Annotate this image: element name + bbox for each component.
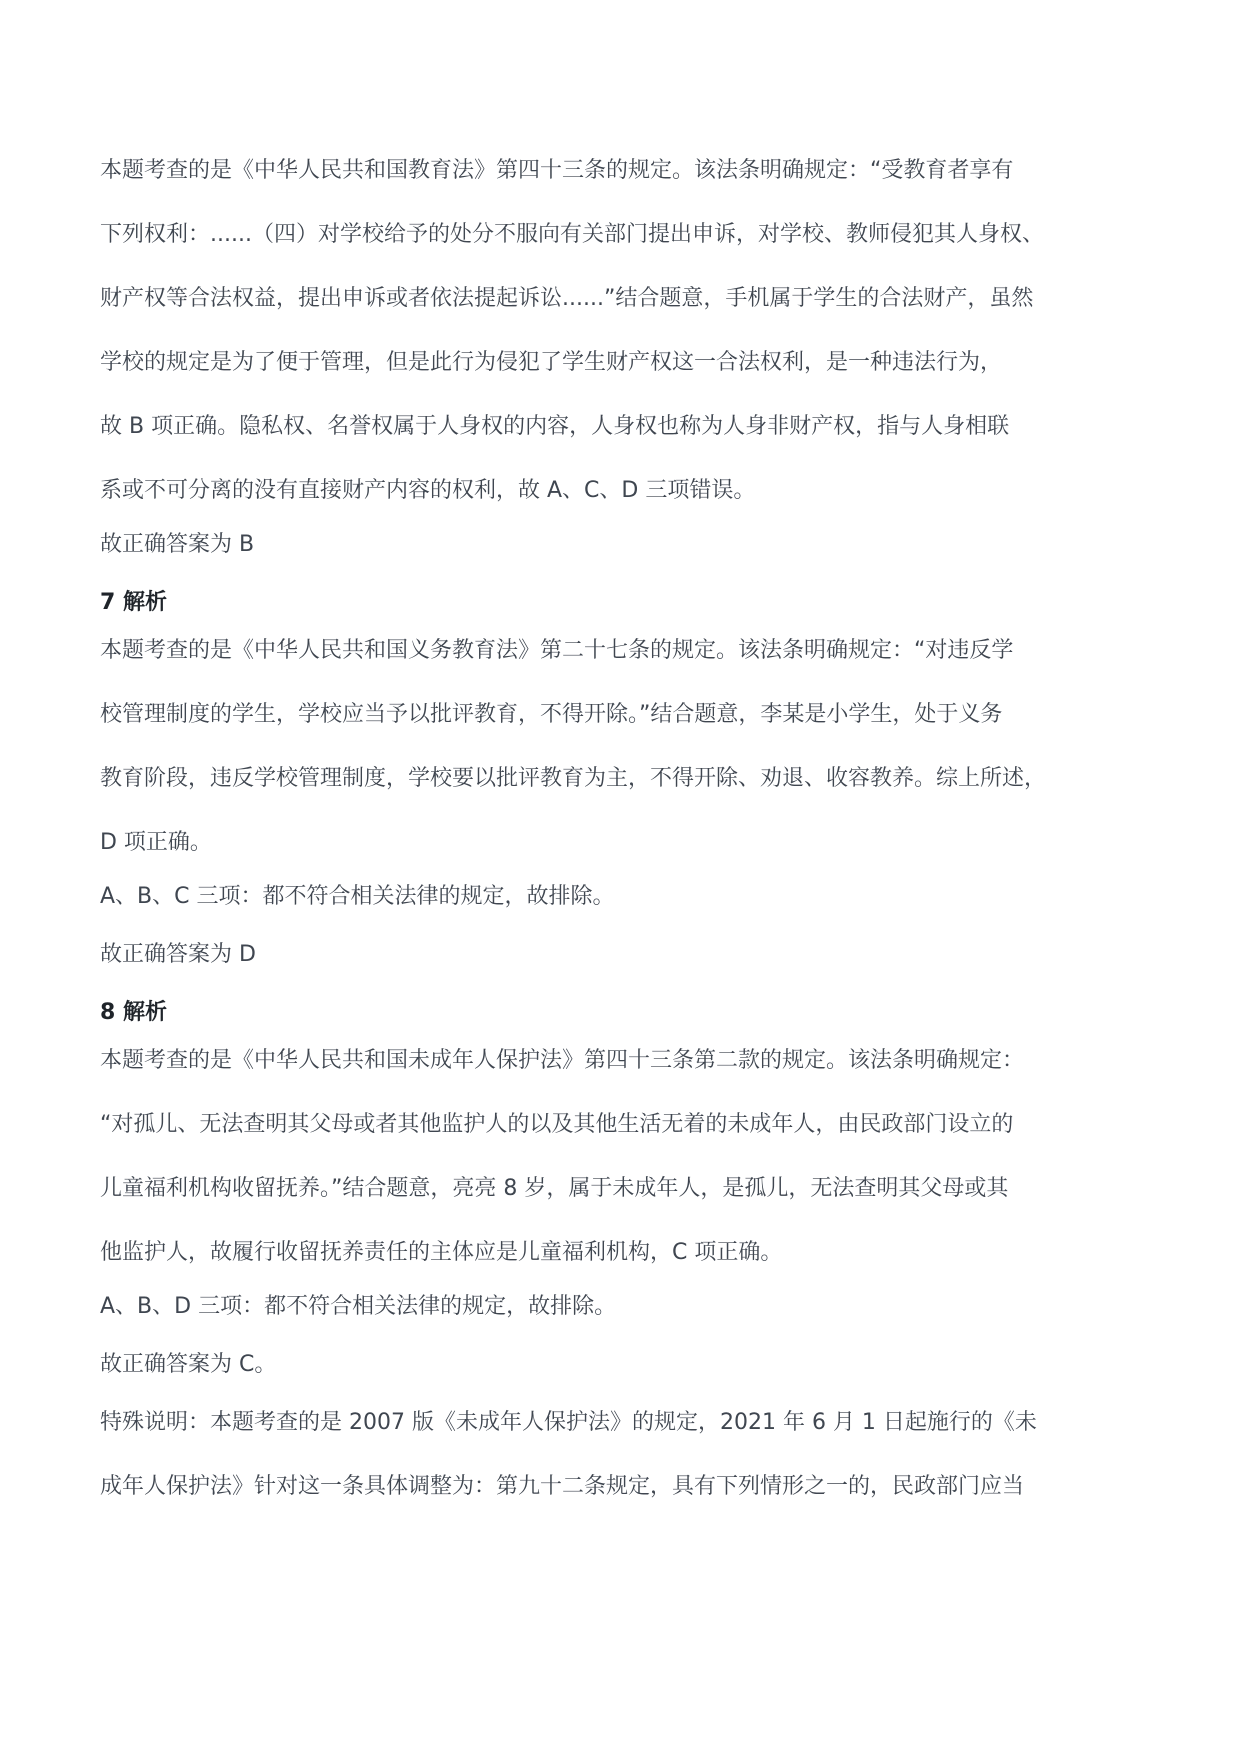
q6-explanation bbox=[100, 156, 1160, 530]
q8-exclusion: A、B、D 三项：都不符合相关法律的规定，故排除。 bbox=[100, 1294, 617, 1319]
text-line: 特殊说明：本题考查的是 2007 版《未成年人保护法》的规定，2021 年 6 月 1 日起施行的《未 bbox=[100, 1410, 1037, 1435]
q8-explanation bbox=[100, 1046, 1160, 1292]
text-line: 教育阶段，违反学校管理制度，学校要以批评教育为主，不得开除、劝退、收容教养。综上所述， bbox=[100, 766, 1047, 791]
q7-exclusion: A、B、C 三项：都不符合相关法律的规定，故排除。 bbox=[100, 884, 615, 909]
q7-answer: 故正确答案为 D bbox=[100, 942, 256, 967]
text-line: D 项正确。 bbox=[100, 830, 212, 855]
q6-answer: 故正确答案为 B bbox=[100, 532, 255, 557]
q7-heading: 7 解析 bbox=[100, 590, 167, 615]
text-line: 儿童福利机构收留抚养。”结合题意，亮亮 8 岁，属于未成年人，是孤儿，无法查明其父母或其 bbox=[100, 1176, 1009, 1201]
text-line: 故 B 项正确。隐私权、名誉权属于人身权的内容，人身权也称为人身非财产权，指与人身相联 bbox=[100, 414, 1010, 439]
text-line: 下列权利：......（四）对学校给予的处分不服向有关部门提出申诉，对学校、教师侵犯其人身权、 bbox=[100, 222, 1044, 247]
text-line: 本题考查的是《中华人民共和国义务教育法》第二十七条的规定。该法条明确规定：“对违反学 bbox=[100, 638, 1014, 663]
q8-answer: 故正确答案为 C。 bbox=[100, 1352, 277, 1377]
text-line: 校管理制度的学生，学校应当予以批评教育，不得开除。”结合题意，李某是小学生，处于义务 bbox=[100, 702, 1003, 727]
text-line: 财产权等合法权益，提出申诉或者依法提起诉讼......”结合题意，手机属于学生的合法财产，虽然 bbox=[100, 286, 1034, 311]
q7-explanation bbox=[100, 636, 1160, 882]
q8-special-note bbox=[100, 1408, 1160, 1536]
text-line: 成年人保护法》针对这一条具体调整为：第九十二条规定，具有下列情形之一的，民政部门应当 bbox=[100, 1474, 1025, 1499]
document-content bbox=[100, 156, 1160, 1536]
q8-heading: 8 解析 bbox=[100, 1000, 167, 1025]
text-line: 学校的规定是为了便于管理，但是此行为侵犯了学生财产权这一合法权利，是一种违法行为， bbox=[100, 350, 1003, 375]
text-line: 他监护人，故履行收留抚养责任的主体应是儿童福利机构，C 项正确。 bbox=[100, 1240, 783, 1265]
text-line: “对孤儿、无法查明其父母或者其他监护人的以及其他生活无着的未成年人，由民政部门设立的 bbox=[100, 1112, 1014, 1137]
text-line: 系或不可分离的没有直接财产内容的权利，故 A、C、D 三项错误。 bbox=[100, 478, 756, 503]
text-line: 本题考查的是《中华人民共和国教育法》第四十三条的规定。该法条明确规定：“受教育者享有 bbox=[100, 158, 1014, 183]
text-line: 本题考查的是《中华人民共和国未成年人保护法》第四十三条第二款的规定。该法条明确规定： bbox=[100, 1048, 1025, 1073]
